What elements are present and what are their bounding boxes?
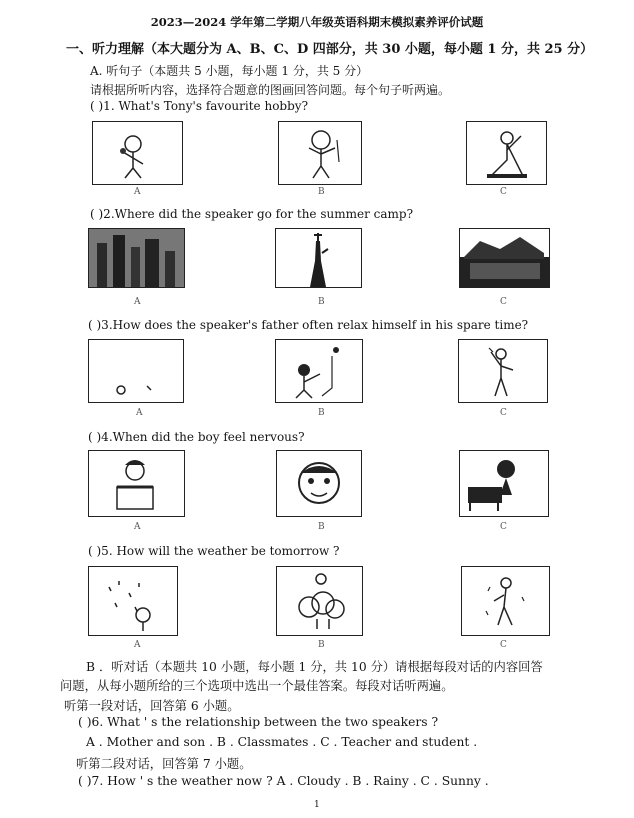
- q3-label-a: A: [136, 408, 143, 418]
- q2-label-c: C: [500, 297, 507, 307]
- question-2: ( )2.Where did the speaker go for the summer camp?: [90, 207, 414, 221]
- q4-picture-a[interactable]: [88, 450, 185, 517]
- q3-label-b: B: [318, 408, 325, 418]
- q4-label-a: A: [134, 522, 141, 532]
- q1-label-c: C: [500, 187, 507, 197]
- q1-picture-c[interactable]: [466, 121, 547, 185]
- q5-label-b: B: [318, 640, 325, 650]
- question-3: ( )3.How does the speaker's father often relax himself in his spare time?: [88, 318, 529, 332]
- question-6: ( )6. What ' s the relationship between the two speakers ?: [78, 715, 439, 729]
- exam-title: 2023—2024 学年第二学期八年级英语科期末模拟素养评价试题: [150, 15, 484, 29]
- question-1: ( )1. What's Tony's favourite hobby?: [90, 99, 308, 113]
- q2-picture-a[interactable]: [88, 228, 185, 288]
- q4-picture-b[interactable]: [276, 450, 362, 517]
- q1-label-b: B: [318, 187, 325, 197]
- part-b-heading-line2: 问题，从每小题所给的三个选项中选出一个最佳答案。每段对话听两遍。: [60, 679, 454, 693]
- part-a-heading: A. 听句子（本题共 5 小题，每小题 1 分，共 5 分）: [90, 64, 369, 78]
- q2-label-a: A: [134, 297, 141, 307]
- question-6-options: A . Mother and son . B . Classmates . C . Teacher and student .: [86, 735, 478, 749]
- dialog-2-intro: 听第二段对话，回答第 7 小题。: [76, 757, 252, 771]
- q3-picture-a[interactable]: [88, 339, 184, 403]
- question-4: ( )4.When did the boy feel nervous?: [88, 430, 305, 444]
- q1-label-a: A: [134, 187, 141, 197]
- q5-picture-c[interactable]: [461, 566, 550, 636]
- q5-picture-a[interactable]: [88, 566, 178, 636]
- question-5: ( )5. How will the weather be tomorrow ?: [88, 544, 340, 558]
- q2-label-b: B: [318, 297, 325, 307]
- q3-picture-b[interactable]: [275, 339, 363, 403]
- q2-picture-c[interactable]: [459, 228, 550, 288]
- q1-picture-b[interactable]: [278, 121, 362, 185]
- q4-picture-c[interactable]: [459, 450, 549, 517]
- question-7: ( )7. How ' s the weather now ? A . Cloudy . B . Rainy . C . Sunny .: [78, 774, 489, 788]
- q4-label-b: B: [318, 522, 325, 532]
- q3-picture-c[interactable]: [458, 339, 548, 403]
- q5-label-c: C: [500, 640, 507, 650]
- q1-picture-a[interactable]: [92, 121, 183, 185]
- section-one-heading: 一、听力理解（本大题分为 A、B、C、D 四部分，共 30 小题，每小题 1 分，共 25 分）: [66, 42, 594, 57]
- part-b-heading-line1: B ．听对话（本题共 10 小题，每小题 1 分，共 10 分）请根据每段对话的内容回答: [86, 660, 543, 674]
- page-number: 1: [314, 800, 320, 810]
- dialog-1-intro: 听第一段对话，回答第 6 小题。: [64, 699, 240, 713]
- q3-label-c: C: [500, 408, 507, 418]
- q5-picture-b[interactable]: [276, 566, 363, 636]
- q4-label-c: C: [500, 522, 507, 532]
- part-a-instruction: 请根据所听内容，选择符合题意的图画回答问题。每个句子听两遍。: [90, 83, 451, 97]
- q2-picture-b[interactable]: [275, 228, 362, 288]
- q5-label-a: A: [134, 640, 141, 650]
